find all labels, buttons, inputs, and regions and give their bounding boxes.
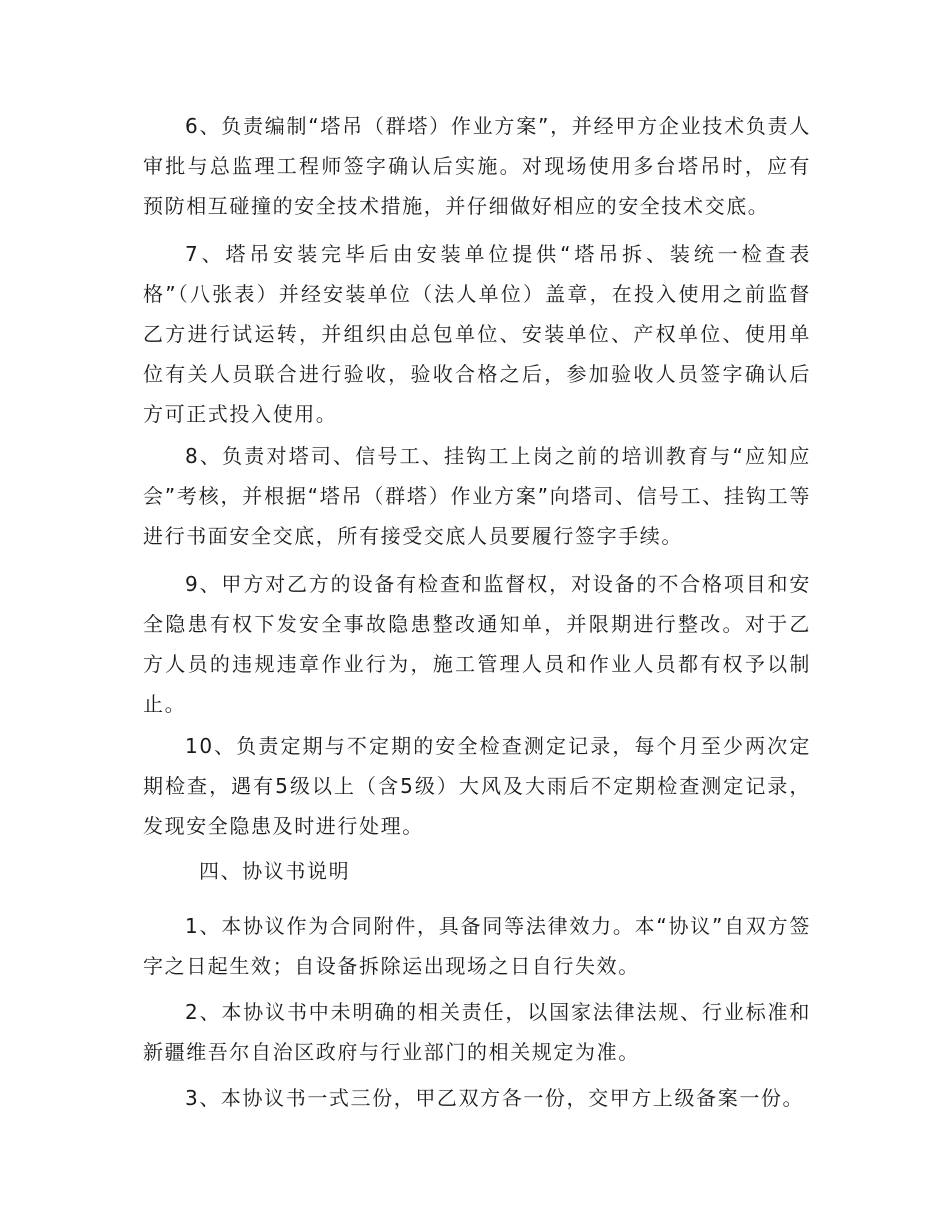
- clause-10-paragraph: 10、负责定期与不定期的安全检查测定记录，每个月至少两次定期检查，遇有5级以上（含5级）大风及大雨后不定期检查测定记录，发现安全隐患及时进行处理。: [143, 734, 811, 838]
- clause-7-paragraph: 7、塔吊安装完毕后由安装单位提供“塔吊拆、装统一检查表格”（八张表）并经安装单位（法人单位）盖章，在投入使用之前监督乙方进行试运转，并组织由总包单位、安装单位、产权单位、使用单位有关人员联合进行验收，验收合格之后，参加验收人员签字确认后方可正式投入使用。: [143, 242, 811, 426]
- section-heading: 四、协议书说明: [199, 859, 351, 883]
- note-2-paragraph: 2、本协议书中未明确的相关责任，以国家法律法规、行业标准和新疆维吾尔自治区政府与行业部门的相关规定为准。: [143, 1000, 811, 1064]
- note-1-paragraph: 1、本协议作为合同附件，具备同等法律效力。本“协议”自双方签字之日起生效；自设备拆除运出现场之日自行失效。: [143, 914, 811, 978]
- clause-6-paragraph: 6、负责编制“塔吊（群塔）作业方案”，并经甲方企业技术负责人审批与总监理工程师签字确认后实施。对现场使用多台塔吊时，应有预防相互碰撞的安全技术措施，并仔细做好相应的安全技术交底。: [143, 114, 811, 218]
- note-3-paragraph: 3、本协议书一式三份，甲乙双方各一份，交甲方上级备案一份。: [185, 1086, 805, 1110]
- clause-8-paragraph: 8、负责对塔司、信号工、挂钩工上岗之前的培训教育与“应知应会”考核，并根据“塔吊（群塔）作业方案”向塔司、信号工、挂钩工等进行书面安全交底，所有接受交底人员要履行签字手续。: [143, 444, 811, 548]
- clause-9-paragraph: 9、甲方对乙方的设备有检查和监督权，对设备的不合格项目和安全隐患有权下发安全事故隐患整改通知单，并限期进行整改。对于乙方人员的违规违章作业行为，施工管理人员和作业人员都有权予以制止。: [143, 572, 811, 716]
